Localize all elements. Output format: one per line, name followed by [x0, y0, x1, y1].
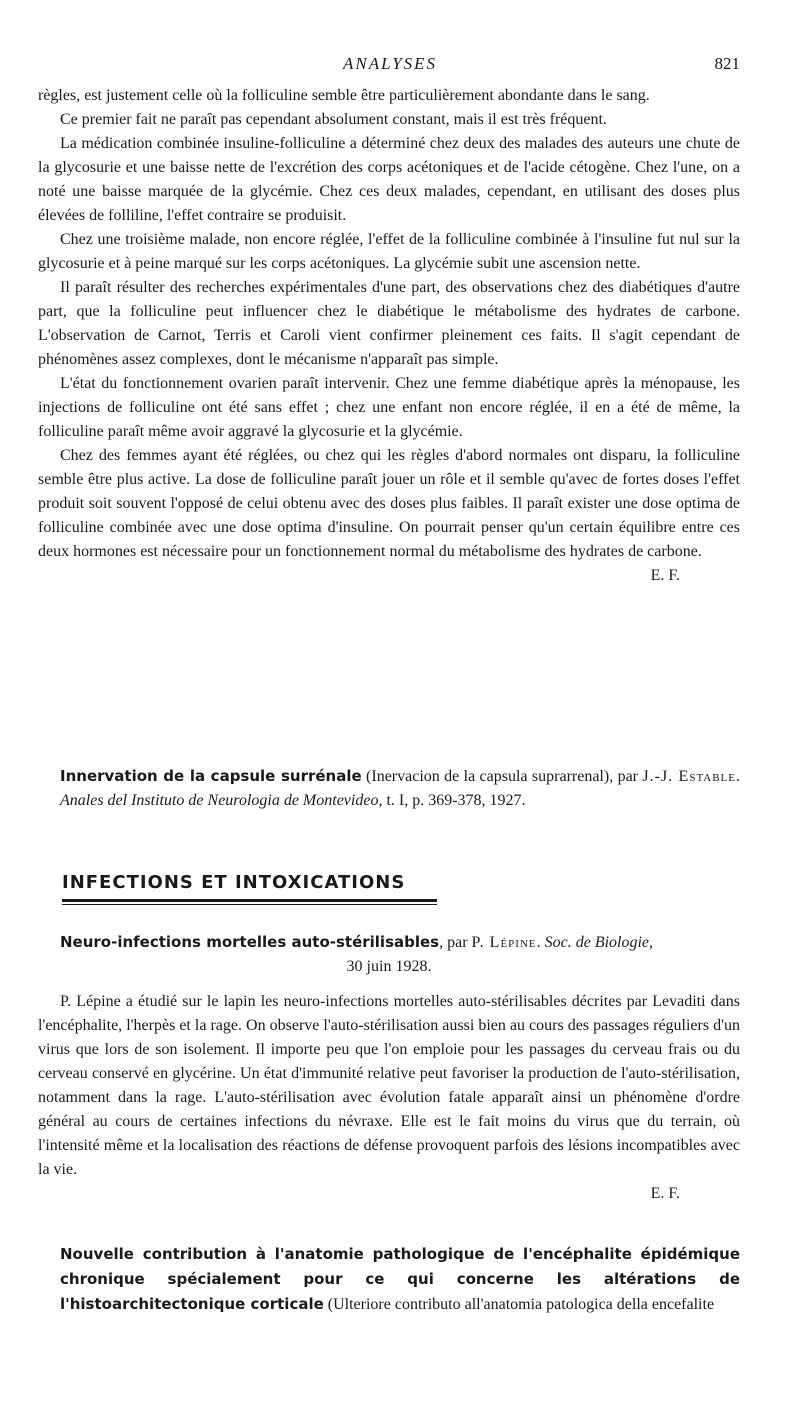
- reference-date: 30 juin 1928.: [346, 958, 432, 975]
- reference-author: J.-J. Estable: [642, 768, 736, 785]
- section-title: INFECTIONS ET INTOXICATIONS: [62, 872, 406, 893]
- bibliographic-reference: [38, 1242, 740, 1317]
- reference-by: , par: [439, 934, 472, 951]
- section-heading: [62, 872, 437, 905]
- reference-original-title: (Ulteriore contributo all'anatomia patologica della encefalite: [323, 1296, 715, 1313]
- running-title: ANALYSES: [342, 54, 438, 73]
- reference-title: Neuro-infections mortelles auto-stérilisables: [60, 933, 440, 951]
- reference-text: Neuro-infections mortelles auto-stérilisables, par P. Lépine. Soc. de Biologie,: [60, 933, 654, 951]
- paragraph: P. Lépine a étudié sur le lapin les neuro-infections mortelles auto-stérilisables décrites par Levaditi dans l'encéphalite, l'herpès et la rage. On observe l'auto-stérilisation aussi bien au cours des passages réguliers d'un virus que lors de son isolement. Il importe peu que l'on emploie pour les passages du cerveau frais ou du cerveau conservé en glycérine. Un état d'immunité relative peut favoriser la production de l'auto-stérilisation, notamment dans la rage. L'auto-stérilisation avec évolution fatale apparaît ainsi un phénomène d'ordre général au cours de certaines infections du névraxe. Elle est le fait moins du virus que du terrain, où l'intensité même et la localisation des réactions de défense provoquent parfois des lésions incompatibles avec la vie.: [38, 993, 740, 1178]
- paragraph: Chez des femmes ayant été réglées, ou chez qui les règles d'abord normales ont disparu, la folliculine semble être plus active. La dose de folliculine paraît jouer un rôle et il semble qu'avec de fortes doses l'effet produit soit souvent l'opposé de celui obtenu avec des doses plus faibles. Il paraît exister une dose optima de folliculine combinée avec une dose optima d'insuline. On pourrait penser qu'un certain équilibre entre ces deux hormones est nécessaire pour un fonctionnement normal du métabolisme des hydrates de carbone.: [38, 447, 740, 560]
- section-rule: [62, 899, 437, 902]
- signature: E. F.: [650, 1185, 680, 1202]
- page-number: 821: [714, 54, 740, 73]
- reference-title: Innervation de la capsule surrénale: [60, 767, 362, 785]
- paragraph: Il paraît résulter des recherches expérimentales d'une part, des observations chez des diabétiques d'autre part, que la folliculine peut influencer chez le diabétique le métabolisme des hydrates de carbone. L'observation de Carnot, Terris et Caroli vient confirmer pleinement ces faits. Il s'agit cependant de phénomènes assez complexes, dont le mécanisme n'apparaît pas simple.: [38, 279, 740, 368]
- reference-journal: Soc. de Biologie: [544, 934, 650, 951]
- reference-title: Nouvelle contribution à l'anatomie pathologique de l'encéphalite épidémique chronique spécialement pour ce qui concerne les altérations de l'histoarchitectonique corticale: [60, 1245, 740, 1313]
- reference-details: , t. I, p. 369-378, 1927.: [378, 792, 526, 809]
- reference-text: Innervation de la capsule surrénale (Inervacion de la capsula suprarrenal), par J.-J. Estable. Anales del Instituto de Neurologia de Montevideo, t. I, p. 369-378, 1927.: [60, 767, 740, 809]
- page-header: [40, 54, 740, 80]
- article-body-continued: [38, 84, 740, 588]
- article-abstract: [38, 990, 740, 1206]
- reference-journal: Anales del Instituto de Neurologia de Montevideo: [60, 792, 379, 809]
- bibliographic-reference: [38, 930, 740, 979]
- reference-author: P. Lépine: [471, 934, 537, 951]
- paragraph: règles, est justement celle où la folliculine semble être particulièrement abondante dans le sang.: [38, 87, 650, 104]
- reference-text: [38, 1242, 740, 1317]
- section-rule-thin: [62, 904, 437, 905]
- reference-original-title: (Inervacion de la capsula suprarrenal), par: [361, 768, 643, 785]
- paragraph: Chez une troisième malade, non encore réglée, l'effet de la folliculine combinée à l'insuline fut nul sur la glycosurie et à peine marqué sur les corps acétoniques. La glycémie subit une ascension nette.: [38, 231, 740, 272]
- paragraph: L'état du fonctionnement ovarien paraît intervenir. Chez une femme diabétique après la ménopause, les injections de folliculine ont été sans effet ; chez une enfant non encore réglée, il en a été de même, la folliculine paraît même avoir aggravé la glycosurie et la glycémie.: [38, 375, 740, 440]
- signature: E. F.: [650, 567, 680, 584]
- paragraph: Ce premier fait ne paraît pas cependant absolument constant, mais il est très fréquent.: [60, 111, 607, 128]
- paragraph: La médication combinée insuline-folliculine a déterminé chez deux des malades des auteurs une chute de la glycosurie et une baisse nette de l'excrétion des corps acétoniques et de l'acide cétogène. Chez l'une, on a noté une baisse marquée de la glycémie. Chez ces deux malades, cependant, en utilisant des doses plus élevées de folliline, l'effet contraire se produisit.: [38, 135, 740, 224]
- bibliographic-reference: [38, 764, 740, 813]
